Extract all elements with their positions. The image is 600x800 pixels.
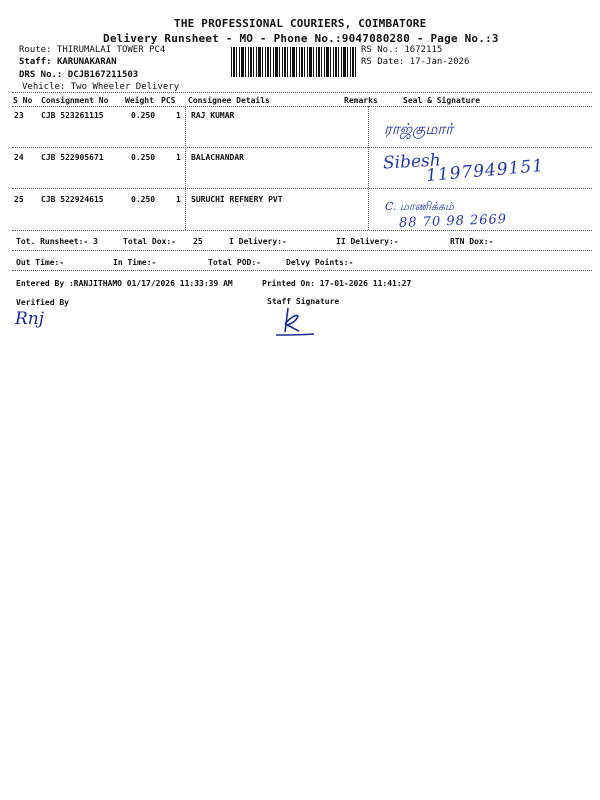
col-consignee: Consignee Details bbox=[188, 96, 270, 105]
total-dox-value: 25 bbox=[193, 237, 203, 246]
staff-signature-label: Staff Signature bbox=[267, 297, 340, 306]
staff-row bbox=[19, 57, 117, 67]
row3-signature: C. மாணிக்கம் bbox=[385, 200, 454, 213]
total-pod: Total POD:- bbox=[208, 258, 261, 267]
table-row-sno: 24 bbox=[14, 153, 24, 162]
row3-phone: 88 70 98 2669 bbox=[398, 212, 508, 231]
table-row-consignee: RAJ KUMAR bbox=[191, 111, 235, 120]
col-sno: S No bbox=[13, 96, 33, 105]
table-row-consignee: SURUCHI REFNERY PVT bbox=[191, 195, 283, 204]
table-row-weight: 0.250 bbox=[131, 195, 156, 204]
row-divider bbox=[12, 188, 592, 189]
row-divider bbox=[12, 147, 592, 148]
row1-signature: ராஜ்குமார் bbox=[384, 120, 454, 138]
row2-signature: Sibesh bbox=[382, 150, 442, 174]
table-row-consignment: CJB 522924615 bbox=[41, 195, 104, 204]
rs-date: RS Date: 17-Jan-2026 bbox=[361, 57, 470, 67]
col-pcs: PCS bbox=[161, 96, 176, 105]
staff-label: Staff: bbox=[19, 57, 52, 67]
table-row-pcs: 1 bbox=[176, 111, 181, 120]
drs-number: DCJB167211503 bbox=[67, 70, 139, 80]
route-text: Route: THIRUMALAI TOWER PC4 bbox=[19, 45, 166, 55]
staff-signature-mark bbox=[274, 304, 318, 338]
table-bottom-rule bbox=[12, 230, 592, 231]
table-row-sno: 23 bbox=[14, 111, 24, 120]
drs-row bbox=[19, 70, 138, 80]
rtn-dox: RTN Dox:- bbox=[450, 237, 494, 246]
remarks-divider bbox=[368, 106, 369, 230]
in-time: In Time:- bbox=[113, 258, 157, 267]
table-top-rule bbox=[12, 92, 592, 93]
consignee-divider bbox=[185, 106, 186, 230]
barcode-image bbox=[231, 47, 357, 77]
summary-rule bbox=[12, 250, 592, 251]
table-row-weight: 0.250 bbox=[131, 153, 156, 162]
ii-delivery: II Delivery:- bbox=[336, 237, 399, 246]
i-delivery: I Delivery:- bbox=[229, 237, 287, 246]
runsheet-subtitle: Delivery Runsheet - MO - Phone No.:9047080280 - Page No.:3 bbox=[103, 32, 499, 45]
summary-rule-2 bbox=[12, 270, 592, 271]
table-header-rule bbox=[12, 106, 592, 107]
table-row-weight: 0.250 bbox=[131, 111, 156, 120]
row2-phone: 1197949151 bbox=[425, 155, 545, 187]
entered-by: Entered By :RANJITHAMO 01/17/2026 11:33:39 AM bbox=[16, 279, 233, 288]
total-dox-label: Total Dox:- bbox=[123, 237, 176, 246]
col-weight: Weight bbox=[125, 96, 154, 105]
delvy-points: Delvy Points:- bbox=[286, 258, 354, 267]
out-time: Out Time:- bbox=[16, 258, 65, 267]
table-row-consignee: BALACHANDAR bbox=[191, 153, 244, 162]
drs-label: DRS No.: bbox=[19, 70, 63, 80]
col-consignment: Consignment No bbox=[41, 96, 109, 105]
rs-number: RS No.: 1672115 bbox=[361, 45, 443, 55]
table-row-consignment: CJB 523261115 bbox=[41, 111, 104, 120]
verified-signature: Rnj bbox=[15, 309, 45, 329]
vehicle-text: Vehicle: Two Wheeler Delivery bbox=[22, 82, 180, 92]
table-row-pcs: 1 bbox=[176, 153, 181, 162]
col-remarks: Remarks bbox=[344, 96, 378, 105]
table-row-pcs: 1 bbox=[176, 195, 181, 204]
table-row-consignment: CJB 522905671 bbox=[41, 153, 104, 162]
col-seal: Seal & Signature bbox=[403, 96, 481, 105]
company-title: THE PROFESSIONAL COURIERS, COIMBATORE bbox=[174, 17, 427, 30]
verified-by-label: Verified By bbox=[16, 298, 69, 307]
table-row-sno: 25 bbox=[14, 195, 24, 204]
tot-runsheet: Tot. Runsheet:- 3 bbox=[16, 237, 98, 246]
printed-on: Printed On: 17-01-2026 11:41:27 bbox=[262, 279, 412, 288]
staff-name: KARUNAKARAN bbox=[56, 57, 117, 67]
